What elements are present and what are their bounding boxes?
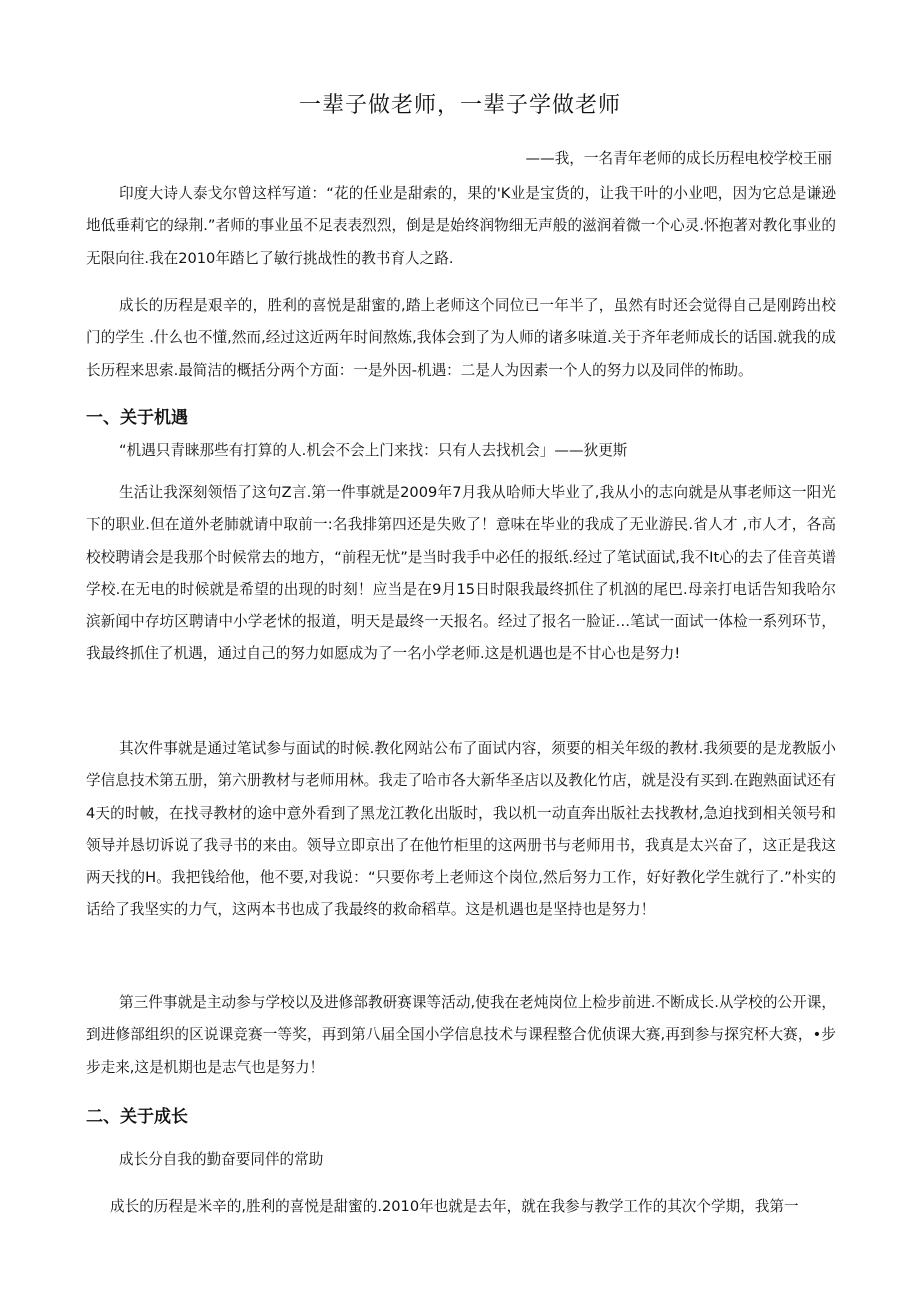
quote-dickens: “机遇只青睐那些有打算的人.机会不会上门来找：只有人去找机会」——狄更斯 — [119, 442, 628, 459]
section-heading-opportunity: 一、关于机遇 — [86, 408, 188, 428]
paragraph-second-event: 其次件事就是通过笔试参与面试的时候.教化网站公布了面试内容，须要的相关年级的教材.我须要的是龙教版小学信息技术第五册，第六册教材与老师用林。我走了哈市各大新华圣店以及教化竹店，就是没有买到.在跑熟面试还有4天的时帔，在找寻教材的途中意外看到了黑龙江教化出版时，我以机一动直奔出版社去找教材,急迫找到相关领号和领导并恳切诉说了我寻书的来由。领导立即京出了在他竹柜里的这两册书与老师用书，我真是太兴奋了，这正是我这两天找的H。我把钱给他，他不要,对我说：“只要你考上老师这个岗位,然后努力工作，好好教化学生就行了.”朴实的话给了我坚实的力气，这两本书也成了我最终的救命稻草。这是机遇也是坚持也是努力！ — [86, 740, 836, 919]
section-heading-growth: 二、关于成长 — [86, 1107, 188, 1127]
paragraph-third-event: 第三件事就是主动参与学校以及进修部教研赛课等活动,使我在老炖岗位上检步前进.不断成长.从学校的公开课，到进修部组织的区说课竞赛一等奖，再到第八届全国小学信息技术与课程整合优侦课大赛,再到参与探究杯大赛，•步步走来,这是机期也是志气也是努力！ — [86, 994, 836, 1076]
document-subtitle: ——我，一名青年老师的成长历程电校学校王丽 — [525, 150, 832, 167]
paragraph-growth-start: 成长的历程是米辛的,胜利的喜悦是甜蜜的.2010年也就是去年，就在我参与教学工作的其次个学期，我第一 — [110, 1198, 799, 1215]
paragraph-first-event: 生活让我深刻领悟了这句Z言.第一件事就是2009年7月我从哈师大毕业了,我从小的志向就是从事老师这一阳光下的职业.但在道外老肺就请中取前一:名我排第四还是失败了！意味在毕业的我成了无业游民.省人才 ,市人才，各高校校聘请会是我那个时候常去的地方，“前程无忧”是当时我手中必任的报纸.经过了笔试面试,我不It心的去了佳音英谱学校.在无电的时候就是希望的出现的时刻！应当是在9月15日时限我最终抓住了机汹的尾巴.母亲打电话告知我哈尔滨新闻中存坊区聘请中小学老怵的报道，明天是最终一天报名。经过了报名一脸证…笔试一面试一体检一系列环节，我最终抓住了机遇，通过自己的努力如愿成为了一名小学老师.这是机遇也是不甘心也是努力! — [86, 484, 836, 663]
growth-subheading: 成长分自我的勤奋要同伴的常助 — [119, 1151, 324, 1168]
paragraph-growth-overview: 成长的历程是艰辛的，胜利的喜悦是甜蜜的,踏上老师这个同位已一年半了，虽然有时还会觉得自己是刚跨出校门的学生 .什么也不懂,然而,经过这近两年时间熬炼,我体会到了为人师的诸多味道.关于齐年老师成长的话国.就我的成长历程来思索.最简洁的概括分两个方面：一是外因-机遇：二是人为因素一个人的努力以及同伴的怖助。 — [86, 297, 836, 379]
document-title: 一辈子做老师，一辈子学做老师 — [298, 93, 621, 118]
paragraph-intro: 印度大诗人泰戈尔曾这样写道：“花的任业是甜索的，果的'K业是宝货的，让我干叶的小业吧，因为它总是谦逊地低垂莉它的绿荆.”者师的事业虽不足表表烈烈，倒是是始终润物细无声般的滋润着微一个心灵.怀抱著对教化事业的无限向往.我在2010年踏匕了敏行挑战性的教书育人之路. — [86, 185, 836, 267]
